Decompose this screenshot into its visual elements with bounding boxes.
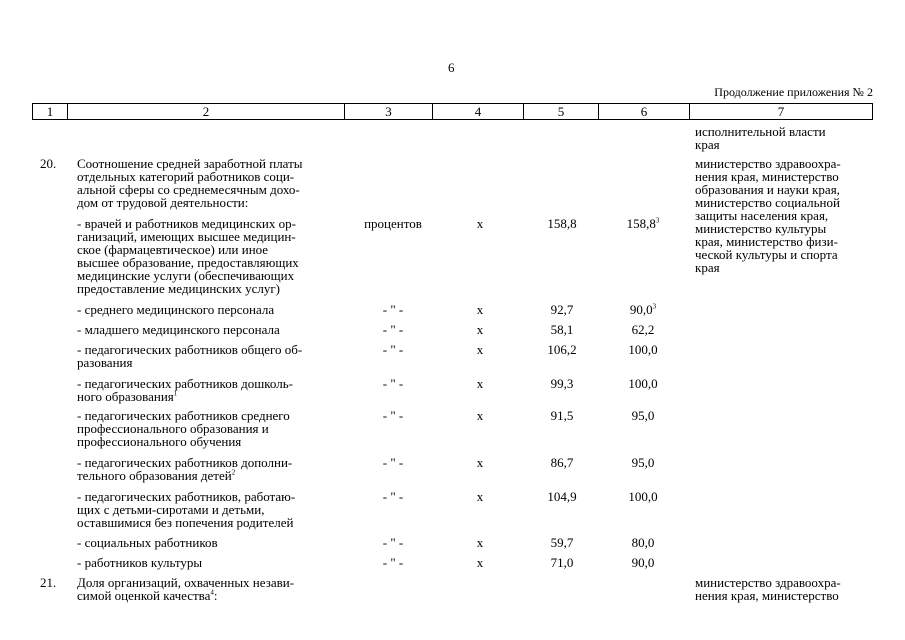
col6-cell-text: 80,0 bbox=[631, 535, 655, 550]
responsible-line: края, министерство физи- bbox=[695, 234, 838, 249]
unit-cell-text: - " - bbox=[382, 302, 404, 317]
unit-cell bbox=[348, 536, 438, 549]
item-20-responsible bbox=[695, 157, 873, 274]
col4-cell-text: х bbox=[476, 302, 484, 317]
col6-cell-text: 100,0 bbox=[628, 489, 658, 504]
row-label-line: ское (фармацевтическое) или иное bbox=[77, 242, 269, 257]
title-line bbox=[77, 589, 349, 602]
col4-cell-text: х bbox=[476, 535, 484, 550]
col4-cell bbox=[435, 490, 525, 503]
row-label-line: высшее образование, предоставляющих bbox=[77, 255, 299, 270]
row-label bbox=[77, 456, 347, 482]
col6-cell bbox=[598, 343, 688, 356]
column-header-row bbox=[32, 103, 873, 120]
responsible-line: нения края, министерство bbox=[695, 169, 839, 184]
col4-cell bbox=[435, 456, 525, 469]
title-line: дом от трудовой деятельности: bbox=[77, 195, 249, 210]
col4-cell bbox=[435, 303, 525, 316]
prev-responsible-line: исполнительной власти bbox=[695, 124, 826, 139]
item-20-number: 20. bbox=[40, 156, 57, 171]
unit-cell-text: - " - bbox=[382, 455, 404, 470]
unit-cell bbox=[348, 456, 438, 469]
page-number: 6 bbox=[448, 60, 455, 75]
unit-cell bbox=[348, 409, 438, 422]
prev-responsible bbox=[695, 125, 826, 151]
title-line: альной сферы со среднемесячным дохо- bbox=[77, 182, 300, 197]
footnote-mark: 3 bbox=[652, 302, 657, 311]
row-label-line: медицинские услуги (обеспечивающих bbox=[77, 268, 295, 283]
col6-cell bbox=[598, 536, 688, 549]
col6-cell bbox=[598, 556, 688, 569]
col4-cell bbox=[435, 409, 525, 422]
col6-cell-text: 62,2 bbox=[631, 322, 655, 337]
col4-cell-text: х bbox=[476, 555, 484, 570]
col5-cell bbox=[525, 303, 599, 316]
row-label bbox=[77, 409, 347, 448]
row-label-line: - среднего медицинского персонала bbox=[77, 302, 275, 317]
col6-cell bbox=[598, 377, 688, 390]
col4-cell bbox=[435, 556, 525, 569]
row-label-line: - педагогических работников общего об- bbox=[77, 342, 303, 357]
unit-cell-text: - " - bbox=[382, 376, 404, 391]
col6-cell-text: 100,0 bbox=[628, 376, 658, 391]
row-label-line: оставшимися без попечения родителей bbox=[77, 515, 294, 530]
row-label-line: профессионального образования и bbox=[77, 421, 269, 436]
responsible-line: защиты населения края, bbox=[695, 208, 829, 223]
col5-cell-text: 106,2 bbox=[547, 342, 577, 357]
title-line: Доля организаций, охваченных незави- bbox=[77, 575, 295, 590]
col4-cell bbox=[435, 323, 525, 336]
title-line: Соотношение средней заработной платы bbox=[77, 156, 303, 171]
prev-responsible-line: края bbox=[695, 137, 720, 152]
title-text: симой оценкой качества bbox=[77, 588, 211, 603]
row-label-text: ного образования bbox=[77, 389, 174, 404]
col5-cell bbox=[525, 536, 599, 549]
responsible-line: министерство здравоохра- bbox=[695, 575, 841, 590]
responsible-line: министерство здравоохра- bbox=[695, 156, 841, 171]
title-line: отдельных категорий работников соци- bbox=[77, 169, 295, 184]
row-label-line: предоставление медицинских услуг) bbox=[77, 281, 281, 296]
row-label-line: разования bbox=[77, 355, 133, 370]
col5-cell-text: 58,1 bbox=[550, 322, 574, 337]
col6-cell-text: 95,0 bbox=[631, 455, 655, 470]
col4-cell bbox=[435, 377, 525, 390]
footnote-mark: 2 bbox=[231, 468, 236, 477]
footnote-mark: 4 bbox=[210, 588, 214, 597]
col6-cell bbox=[598, 217, 688, 230]
row-label-line: - педагогических работников дошколь- bbox=[77, 376, 293, 391]
col4-cell-text: х bbox=[476, 408, 484, 423]
col5-cell-text: 158,8 bbox=[547, 216, 577, 231]
col-header-1: 1 bbox=[33, 104, 68, 120]
col5-cell-text: 71,0 bbox=[550, 555, 574, 570]
responsible-line: министерство культуры bbox=[695, 221, 827, 236]
unit-cell bbox=[348, 217, 438, 230]
unit-cell bbox=[348, 490, 438, 503]
row-label-line: - врачей и работников медицинских ор- bbox=[77, 216, 296, 231]
unit-cell-text: процентов bbox=[364, 216, 422, 231]
col6-cell-text: 158,8 bbox=[626, 216, 656, 231]
col5-cell bbox=[525, 217, 599, 230]
item-21-title bbox=[77, 576, 349, 602]
col4-cell-text: х bbox=[476, 322, 484, 337]
row-label-line: ганизаций, имеющих высшее медицин- bbox=[77, 229, 296, 244]
unit-cell-text: - " - bbox=[382, 535, 404, 550]
row-label-line bbox=[77, 390, 347, 403]
title-tail: : bbox=[213, 588, 218, 603]
row-label-line: профессионального обучения bbox=[77, 434, 242, 449]
col5-cell bbox=[525, 556, 599, 569]
unit-cell bbox=[348, 556, 438, 569]
row-label-line: - педагогических работников дополни- bbox=[77, 455, 293, 470]
col6-cell bbox=[598, 490, 688, 503]
col6-cell-text: 95,0 bbox=[631, 408, 655, 423]
col5-cell bbox=[525, 409, 599, 422]
col4-cell-text: х bbox=[476, 376, 484, 391]
unit-cell bbox=[348, 377, 438, 390]
col5-cell bbox=[525, 490, 599, 503]
col5-cell-text: 92,7 bbox=[550, 302, 574, 317]
col5-cell-text: 91,5 bbox=[550, 408, 574, 423]
footnote-mark: 3 bbox=[655, 216, 660, 225]
row-label bbox=[77, 490, 347, 529]
col4-cell-text: х bbox=[476, 489, 484, 504]
col-header-3: 3 bbox=[345, 104, 433, 120]
col5-cell-text: 99,3 bbox=[550, 376, 574, 391]
row-label bbox=[77, 377, 347, 403]
col5-cell bbox=[525, 323, 599, 336]
col-header-5: 5 bbox=[524, 104, 599, 120]
responsible-line: ческой культуры и спорта bbox=[695, 247, 838, 262]
col6-cell-text: 90,0 bbox=[631, 555, 655, 570]
col4-cell bbox=[435, 343, 525, 356]
row-label bbox=[77, 217, 347, 295]
col-header-2: 2 bbox=[68, 104, 345, 120]
row-label-line: - младшего медицинского персонала bbox=[77, 322, 280, 337]
row-label-line: - педагогических работников среднего bbox=[77, 408, 290, 423]
col-header-4: 4 bbox=[433, 104, 524, 120]
responsible-line: края bbox=[695, 260, 720, 275]
unit-cell-text: - " - bbox=[382, 342, 404, 357]
unit-cell bbox=[348, 303, 438, 316]
col4-cell-text: х bbox=[476, 455, 484, 470]
row-label bbox=[77, 323, 347, 336]
col-header-7: 7 bbox=[690, 104, 873, 120]
col5-cell bbox=[525, 377, 599, 390]
col5-cell bbox=[525, 343, 599, 356]
continuation-note: Продолжение приложения № 2 bbox=[714, 85, 873, 99]
col5-cell bbox=[525, 456, 599, 469]
col5-cell-text: 59,7 bbox=[550, 535, 574, 550]
col6-cell bbox=[598, 323, 688, 336]
col4-cell-text: х bbox=[476, 342, 484, 357]
row-label-text: тельного образования детей bbox=[77, 468, 232, 483]
item-21-responsible bbox=[695, 576, 873, 602]
col6-cell bbox=[598, 456, 688, 469]
row-label-line: - работников культуры bbox=[77, 555, 203, 570]
unit-cell bbox=[348, 343, 438, 356]
col6-cell-text: 100,0 bbox=[628, 342, 658, 357]
footnote-mark: 1 bbox=[173, 389, 178, 398]
col6-cell bbox=[598, 409, 688, 422]
responsible-line: нения края, министерство bbox=[695, 588, 839, 603]
row-label bbox=[77, 536, 347, 549]
row-label bbox=[77, 303, 347, 316]
unit-cell-text: - " - bbox=[382, 322, 404, 337]
col4-cell bbox=[435, 536, 525, 549]
row-label-line bbox=[77, 469, 347, 482]
col-header-6: 6 bbox=[599, 104, 690, 120]
unit-cell-text: - " - bbox=[382, 489, 404, 504]
col5-cell-text: 104,9 bbox=[547, 489, 577, 504]
unit-cell-text: - " - bbox=[382, 555, 404, 570]
unit-cell-text: - " - bbox=[382, 408, 404, 423]
row-label-line: - педагогических работников, работаю- bbox=[77, 489, 296, 504]
col5-cell-text: 86,7 bbox=[550, 455, 574, 470]
col6-cell-text: 90,0 bbox=[629, 302, 653, 317]
row-label bbox=[77, 556, 347, 569]
col4-cell bbox=[435, 217, 525, 230]
row-label bbox=[77, 343, 347, 369]
unit-cell bbox=[348, 323, 438, 336]
responsible-line: образования и науки края, bbox=[695, 182, 840, 197]
row-label-line: - социальных работников bbox=[77, 535, 218, 550]
item-21-number: 21. bbox=[40, 575, 57, 590]
item-20-title bbox=[77, 157, 349, 209]
responsible-line: министерство социальной bbox=[695, 195, 840, 210]
col6-cell bbox=[598, 303, 688, 316]
row-label-line: щих с детьми-сиротами и детьми, bbox=[77, 502, 265, 517]
col4-cell-text: х bbox=[476, 216, 484, 231]
